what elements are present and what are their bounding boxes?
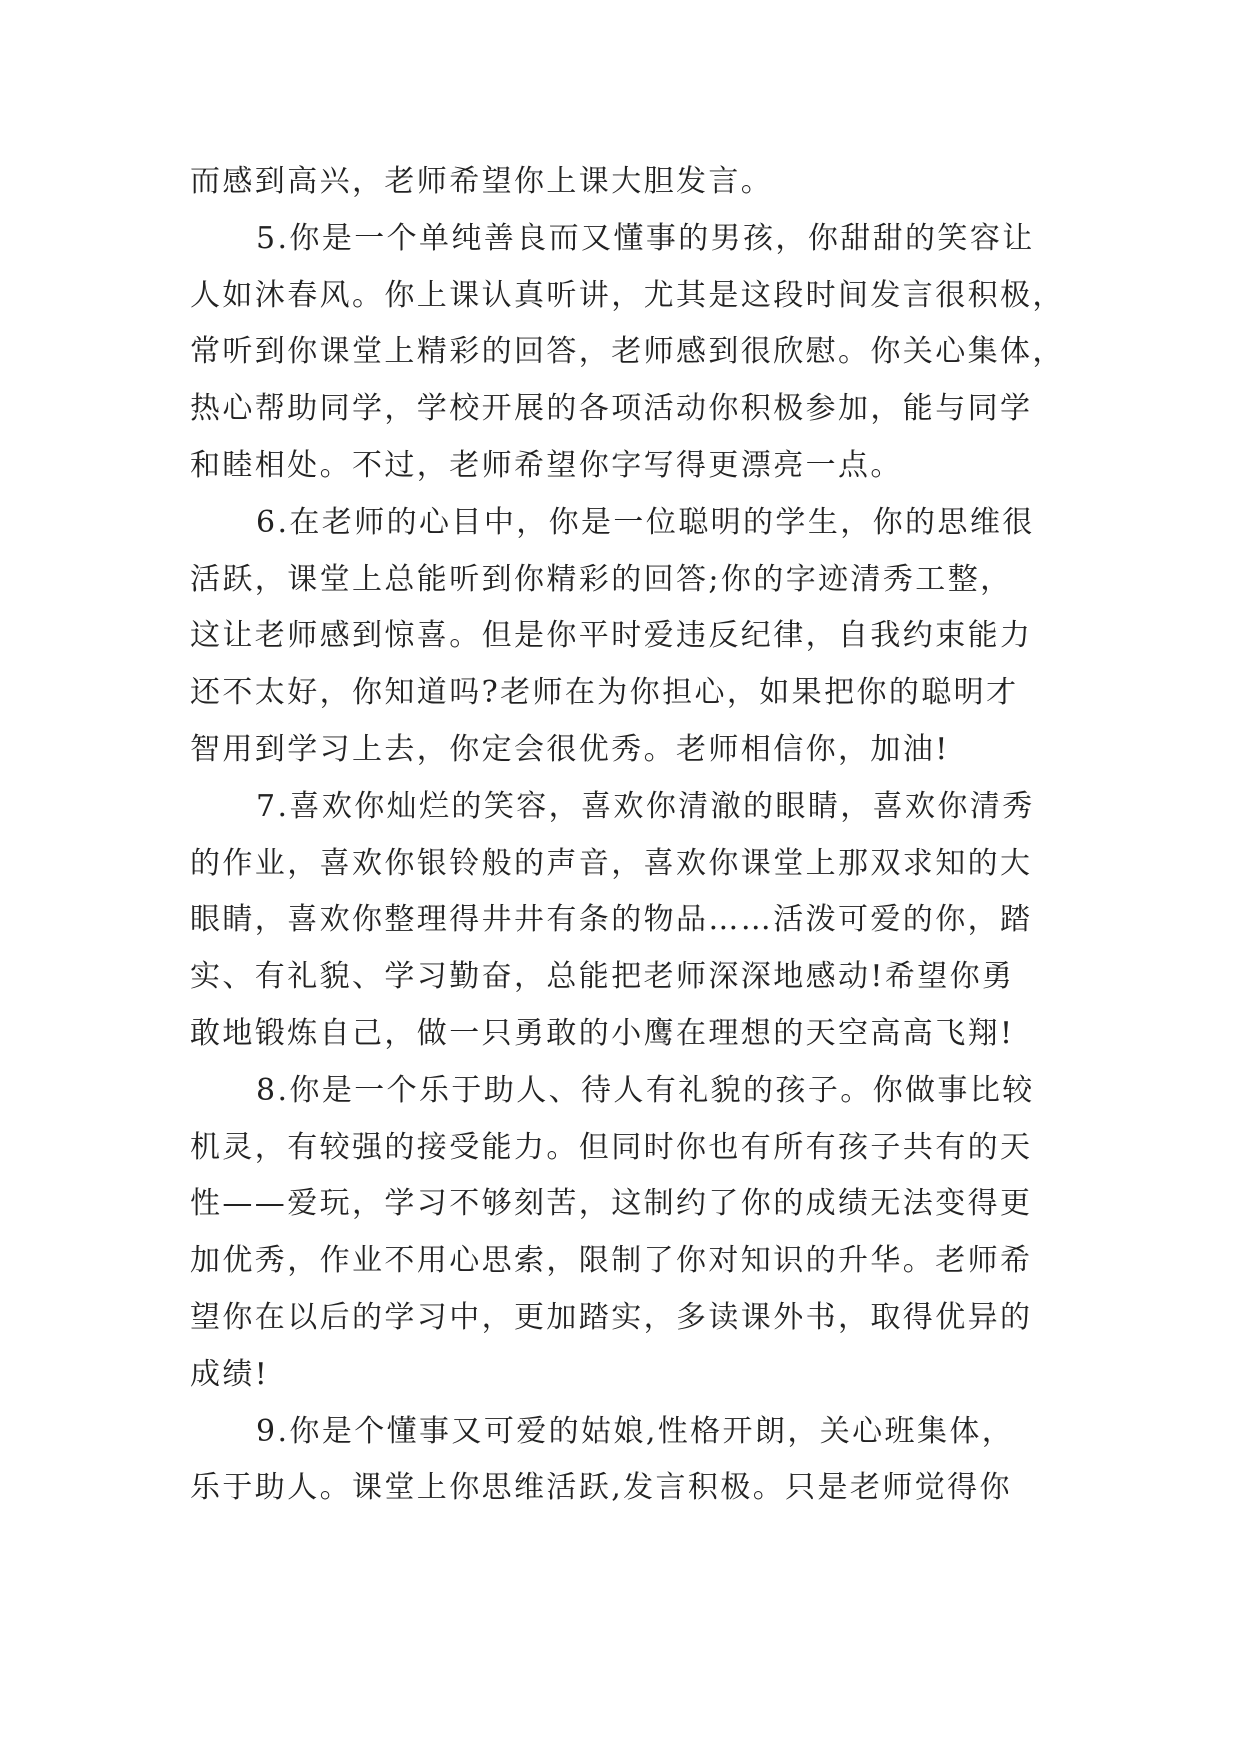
text-line: 智用到学习上去，你定会很优秀。老师相信你，加油! [190,731,950,767]
paragraph-8-start: 8.你是一个乐于助人、待人有礼貌的孩子。你做事比较 [256,1072,1035,1108]
text-line: 机灵，有较强的接受能力。但同时你也有所有孩子共有的天 [190,1129,1033,1165]
text-line: 常听到你课堂上精彩的回答，老师感到很欣慰。你关心集体， [190,334,1065,370]
text-line: 实、有礼貌、学习勤奋，总能把老师深深地感动!希望你勇 [190,959,1015,995]
paragraph-9-start: 9.你是个懂事又可爱的姑娘,性格开朗，关心班集体， [256,1413,1015,1449]
text-line: 望你在以后的学习中，更加踏实，多读课外书，取得优异的 [190,1299,1033,1335]
text-line: 而感到高兴，老师希望你上课大胆发言。 [190,164,774,199]
text-line: 乐于助人。课堂上你思维活跃,发言积极。只是老师觉得你 [190,1470,1012,1506]
text-line: 性——爱玩，学习不够刻苦，这制约了你的成绩无法变得更 [190,1186,1033,1222]
text-line: 和睦相处。不过，老师希望你字写得更漂亮一点。 [190,447,903,483]
paragraph-6-start: 6.在老师的心目中，你是一位聪明的学生，你的思维很 [256,504,1035,540]
text-line: 眼睛，喜欢你整理得井井有条的物品……活泼可爱的你，踏 [190,902,1033,938]
text-line: 热心帮助同学，学校开展的各项活动你积极参加，能与同学 [190,391,1033,427]
text-line: 加优秀，作业不用心思索，限制了你对知识的升华。老师希 [190,1243,1033,1279]
document-body [190,154,1065,1517]
text-line: 敢地锻炼自己，做一只勇敢的小鹰在理想的天空高高飞翔! [190,1015,1015,1051]
paragraph-7-start: 7.喜欢你灿烂的笑容，喜欢你清澈的眼睛，喜欢你清秀 [256,788,1035,824]
paragraph-5-start: 5.你是一个单纯善良而又懂事的男孩，你甜甜的笑容让 [256,220,1035,256]
text-line: 还不太好，你知道吗?老师在为你担心，如果把你的聪明才 [190,675,1019,711]
text-line: 这让老师感到惊喜。但是你平时爱违反纪律，自我约束能力 [190,618,1033,654]
text-line: 成绩! [190,1356,270,1392]
text-line: 人如沐春风。你上课认真听讲，尤其是这段时间发言很积极， [190,277,1065,313]
text-line: 的作业，喜欢你银铃般的声音，喜欢你课堂上那双求知的大 [190,845,1033,881]
text-line: 活跃，课堂上总能听到你精彩的回答;你的字迹清秀工整， [190,561,1013,597]
